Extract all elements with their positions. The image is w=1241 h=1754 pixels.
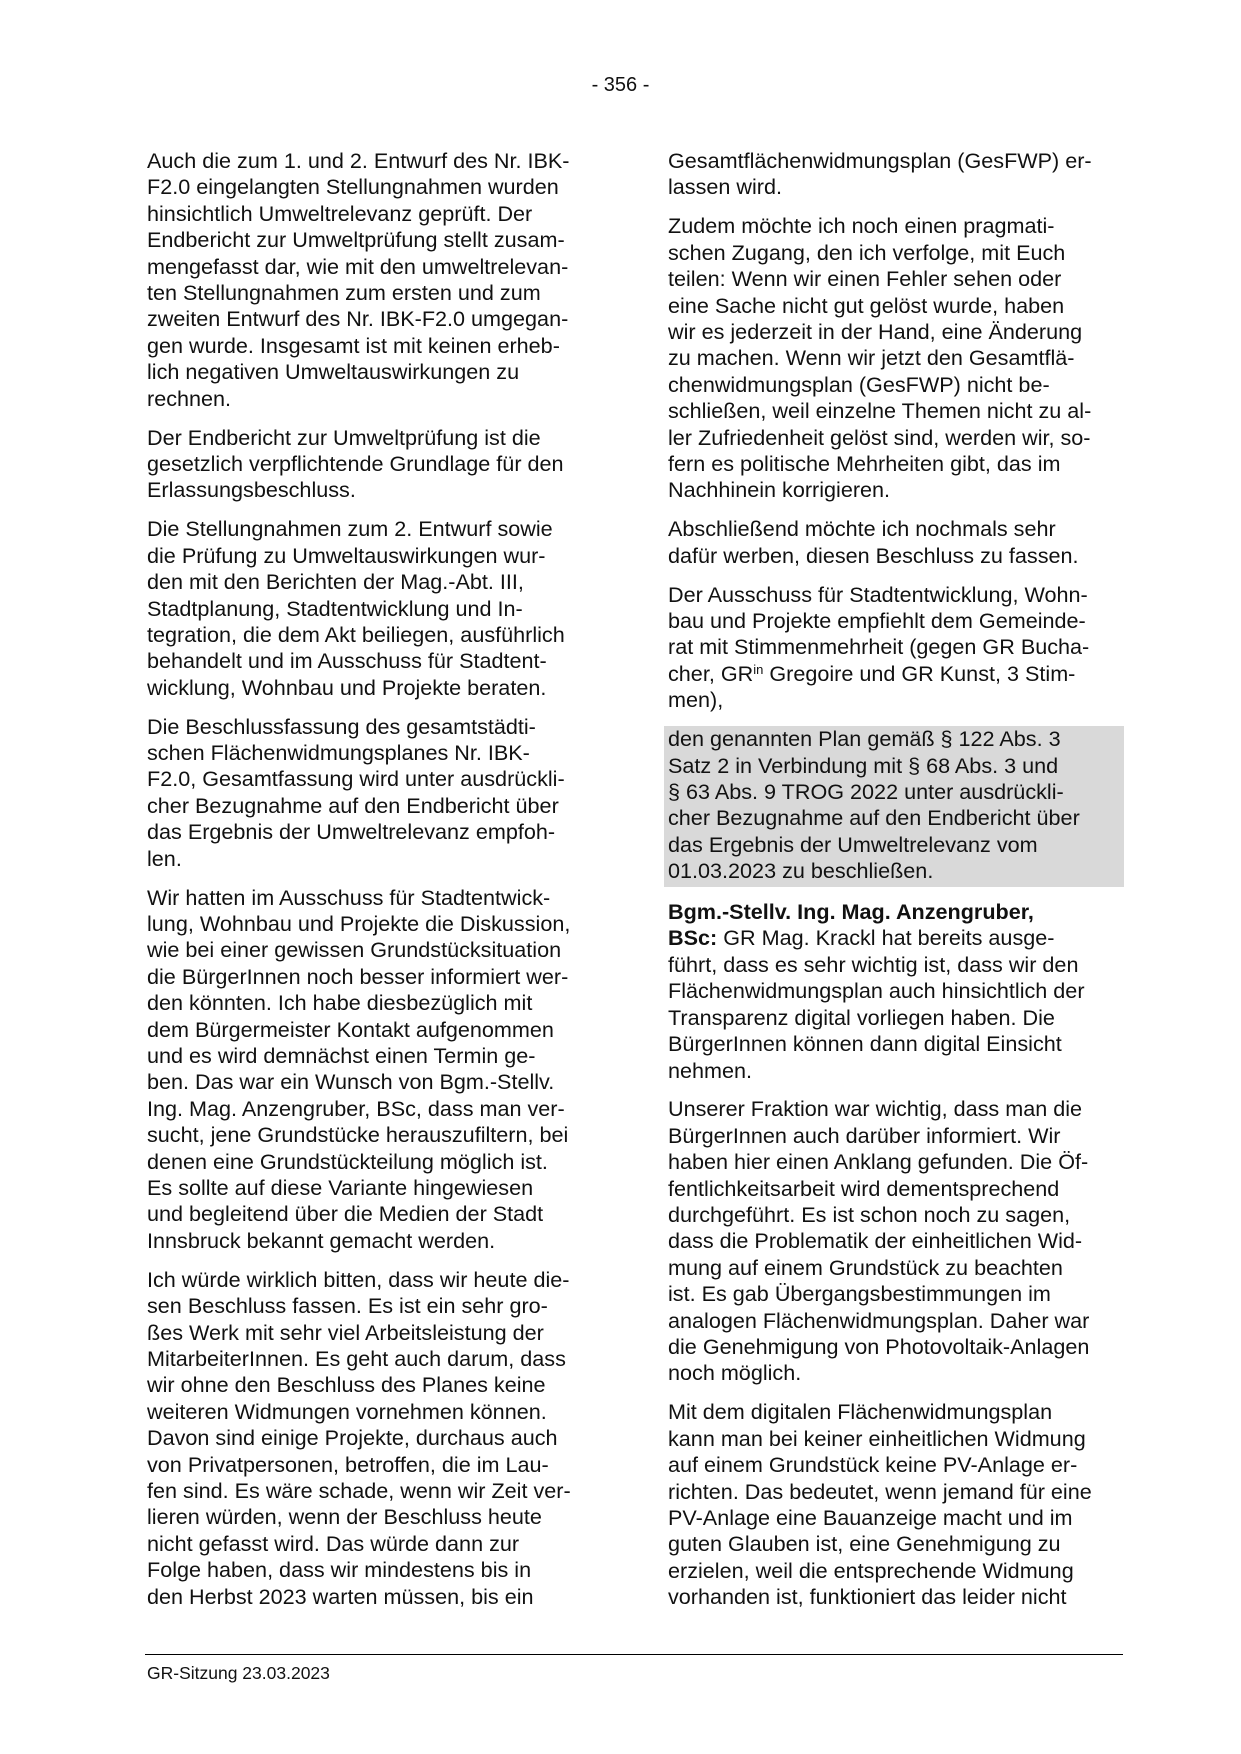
- text-line: Innsbruck bekannt gemacht werden.: [147, 1227, 496, 1253]
- text-line: auf einem Grundstück keine PV-Anlage er-: [668, 1452, 1078, 1478]
- paragraph: [668, 899, 1120, 1084]
- text-line: Flächenwidmungsplan auch hinsichtlich der: [668, 978, 1085, 1004]
- text-line: Folge haben, dass wir mindestens bis in: [147, 1557, 532, 1583]
- text-line: dafür werben, diesen Beschluss zu fassen.: [668, 542, 1079, 568]
- text-line: cher Bezugnahme auf den Endbericht über: [147, 792, 559, 818]
- text-line: chenwidmungsplan (GesFWP) nicht be-: [668, 371, 1050, 397]
- text-line: Endbericht zur Umweltprüfung stellt zusam-: [147, 227, 565, 253]
- text-line: den könnten. Ich habe diesbezüglich mit: [147, 990, 533, 1016]
- text-line: führt, dass es sehr wichtig ist, dass wir den: [668, 951, 1079, 977]
- text-line: fentlichkeitsarbeit wird dementsprechend: [668, 1175, 1060, 1201]
- text-line: bau und Projekte empfiehlt dem Gemeinde-: [668, 608, 1086, 633]
- text-line: teilen: Wenn wir einen Fehler sehen oder: [668, 266, 1062, 292]
- text-line: BürgerInnen auch darüber informiert. Wir: [668, 1122, 1061, 1148]
- text-line: wir ohne den Beschluss des Planes keine: [147, 1372, 546, 1398]
- text-line: fern es politische Mehrheiten gibt, das im: [668, 450, 1061, 476]
- text-line: cher Bezugnahme auf den Endbericht über: [668, 805, 1080, 831]
- text-line: len.: [147, 845, 182, 871]
- speaker-name: BSc:: [668, 925, 718, 951]
- paragraph: [147, 516, 600, 701]
- page-number: - 356 -: [591, 74, 650, 96]
- text-line: zweiten Entwurf des Nr. IBK-F2.0 umgegan-: [147, 306, 569, 332]
- text-line: Abschließend möchte ich nochmals sehr: [668, 516, 1056, 542]
- text-segment: GR Mag. Krackl hat bereits ausge-: [717, 925, 1055, 951]
- text-line: Mit dem digitalen Flächenwidmungsplan: [668, 1399, 1053, 1425]
- paragraph: [668, 1096, 1120, 1386]
- text-line: gesetzlich verpflichtende Grundlage für den: [147, 450, 564, 476]
- text-line: Erlassungsbeschluss.: [147, 477, 356, 503]
- paragraph: [668, 213, 1120, 503]
- text-line: die Prüfung zu Umweltauswirkungen wur-: [147, 542, 546, 568]
- text-line: schen Flächenwidmungsplanes Nr. IBK-: [147, 740, 530, 766]
- text-line: Ich würde wirklich bitten, dass wir heute die-: [147, 1266, 570, 1292]
- paragraph: [147, 148, 600, 412]
- text-line: guten Glauben ist, eine Genehmigung zu: [668, 1531, 1061, 1557]
- text-line: Satz 2 in Verbindung mit § 68 Abs. 3 und: [668, 752, 1059, 778]
- text-line: denen eine Grundstückteilung möglich ist.: [147, 1148, 548, 1174]
- text-line: [668, 899, 1120, 925]
- text-segment: Gregoire und GR Kunst, 3 Stim-: [763, 660, 1076, 686]
- text-line: dass die Problematik der einheitlichen Wid-: [668, 1228, 1083, 1254]
- text-line: Ing. Mag. Anzengruber, BSc, dass man ver-: [147, 1095, 565, 1121]
- text-line: [668, 925, 1120, 951]
- text-line: das Ergebnis der Umweltrelevanz empfoh-: [147, 819, 556, 845]
- text-line: Davon sind einige Projekte, durchaus auch: [147, 1425, 558, 1451]
- text-line: Auch die zum 1. und 2. Entwurf des Nr. IBK-: [147, 148, 570, 173]
- text-line: § 63 Abs. 9 TROG 2022 unter ausdrückli-: [668, 778, 1064, 804]
- text-line: wie bei einer gewissen Grundstücksituation: [147, 937, 562, 963]
- text-line: lung, Wohnbau und Projekte die Diskussion,: [147, 910, 571, 936]
- paragraph: [147, 425, 600, 504]
- text-line: den genannten Plan gemäß § 122 Abs. 3: [668, 726, 1061, 752]
- text-line: hinsichtlich Umweltrelevanz geprüft. Der: [147, 200, 533, 226]
- footer-rule: [145, 1654, 1123, 1655]
- text-line: rat mit Stimmenmehrheit (gegen GR Bucha-: [668, 634, 1090, 660]
- text-line: Stadtplanung, Stadtentwicklung und In-: [147, 595, 523, 621]
- footer-text: GR-Sitzung 23.03.2023: [147, 1663, 330, 1683]
- speaker-name: Bgm.-Stellv. Ing. Mag. Anzengruber,: [668, 899, 1034, 925]
- text-line: und es wird demnächst einen Termin ge-: [147, 1043, 536, 1068]
- text-line: nicht gefasst wird. Das würde dann zur: [147, 1530, 520, 1556]
- text-line: F2.0 eingelangten Stellungnahmen wurden: [147, 174, 559, 200]
- text-line: die Genehmigung von Photovoltaik-Anlagen: [668, 1334, 1090, 1360]
- text-line: zu machen. Wenn wir jetzt den Gesamtflä-: [668, 345, 1075, 371]
- paragraph: [668, 148, 1120, 201]
- text-line: lassen wird.: [668, 174, 783, 200]
- text-line: Transparenz digital vorliegen haben. Die: [668, 1004, 1055, 1030]
- paragraph: [668, 1399, 1120, 1610]
- text-line: schen Zugang, den ich verfolge, mit Euch: [668, 239, 1066, 265]
- left-column: [147, 148, 600, 1623]
- text-line: weiteren Widmungen vornehmen können.: [147, 1398, 547, 1424]
- text-line: durchgeführt. Es ist schon noch zu sagen,: [668, 1202, 1071, 1228]
- text-line: schließen, weil einzelne Themen nicht zu al-: [668, 398, 1092, 424]
- text-line: wir es jederzeit in der Hand, eine Änderung: [668, 318, 1083, 344]
- text-line: lieren würden, wenn der Beschluss heute: [147, 1504, 542, 1530]
- text-line: Unserer Fraktion war wichtig, dass man die: [668, 1096, 1083, 1122]
- text-line: dem Bürgermeister Kontakt aufgenommen: [147, 1016, 554, 1042]
- text-line: BürgerInnen können dann digital Einsicht: [668, 1031, 1062, 1057]
- text-line: ben. Das war ein Wunsch von Bgm.-Stellv.: [147, 1069, 555, 1095]
- text-line: Der Endbericht zur Umweltprüfung ist die: [147, 424, 541, 450]
- text-line: das Ergebnis der Umweltrelevanz vom: [668, 831, 1038, 857]
- text-line: noch möglich.: [668, 1360, 802, 1386]
- text-line: haben hier einen Anklang gefunden. Die Öf-: [668, 1149, 1089, 1175]
- text-line: und begleitend über die Medien der Stadt: [147, 1201, 544, 1227]
- highlighted-resolution: [664, 726, 1124, 886]
- text-line: kann man bei keiner einheitlichen Widmung: [668, 1425, 1086, 1451]
- text-line: mengefasst dar, wie mit den umweltrelevan-: [147, 253, 569, 279]
- paragraph: [147, 885, 600, 1255]
- text-segment: cher, GR: [668, 660, 754, 686]
- text-line: gen wurde. Insgesamt ist mit keinen erheb-: [147, 332, 560, 358]
- text-line: die BürgerInnen noch besser informiert wer-: [147, 963, 569, 989]
- text-line: F2.0, Gesamtfassung wird unter ausdrückli-: [147, 766, 565, 792]
- right-column: [668, 148, 1120, 1623]
- paragraph: [668, 516, 1120, 569]
- text-line: Die Stellungnahmen zum 2. Entwurf sowie: [147, 516, 553, 542]
- text-line: von Privatpersonen, betroffen, die im Lau-: [147, 1451, 549, 1477]
- text-line: ler Zufriedenheit gelöst sind, werden wir, so-: [668, 424, 1091, 450]
- text-line: ßes Werk mit sehr viel Arbeitsleistung der: [147, 1319, 544, 1345]
- paragraph-lines: [668, 952, 1120, 1084]
- text-line: eine Sache nicht gut gelöst wurde, haben: [668, 292, 1065, 318]
- text-line: mung auf einem Grundstück zu beachten: [668, 1254, 1063, 1280]
- text-line: MitarbeiterInnen. Es geht auch darum, dass: [147, 1345, 566, 1371]
- text-line: behandelt und im Ausschuss für Stadtent-: [147, 648, 547, 674]
- text-line: Die Beschlussfassung des gesamtstädti-: [147, 713, 536, 739]
- text-line: PV-Anlage eine Bauanzeige macht und im: [668, 1505, 1073, 1530]
- text-line: richten. Das bedeutet, wenn jemand für eine: [668, 1478, 1092, 1504]
- text-line: Zudem möchte ich noch einen pragmati-: [668, 213, 1055, 239]
- paragraph: [668, 582, 1120, 714]
- text-line: Wir hatten im Ausschuss für Stadtentwick-: [147, 884, 551, 910]
- text-line: Es sollte auf diese Variante hingewiesen: [147, 1175, 534, 1201]
- text-line: [668, 661, 1120, 687]
- text-line: ist. Es gab Übergangsbestimmungen im: [668, 1281, 1051, 1307]
- superscript: in: [753, 661, 764, 677]
- text-line: nehmen.: [668, 1057, 753, 1083]
- text-line: den Herbst 2023 warten müssen, bis ein: [147, 1583, 534, 1609]
- text-line: lich negativen Umweltauswirkungen zu: [147, 359, 520, 385]
- text-line: fen sind. Es wäre schade, wenn wir Zeit ver-: [147, 1478, 571, 1503]
- text-line: wicklung, Wohnbau und Projekte beraten.: [147, 674, 547, 700]
- text-line: vorhanden ist, funktioniert das leider nicht: [668, 1584, 1067, 1610]
- text-line: sucht, jene Grundstücke herauszufiltern, bei: [147, 1122, 569, 1148]
- text-line: tegration, die dem Akt beiliegen, ausführlich: [147, 621, 565, 647]
- text-line: Gesamtflächenwidmungsplan (GesFWP) er-: [668, 148, 1092, 173]
- text-line: ten Stellungnahmen zum ersten und zum: [147, 280, 541, 306]
- text-line: men),: [668, 687, 724, 713]
- text-line: Nachhinein korrigieren.: [668, 477, 891, 503]
- text-line: Der Ausschuss für Stadtentwicklung, Wohn-: [668, 581, 1088, 607]
- text-line: den mit den Berichten der Mag.-Abt. III,: [147, 569, 524, 595]
- text-line: rechnen.: [147, 385, 232, 411]
- text-line: erzielen, weil die entsprechende Widmung: [668, 1557, 1074, 1583]
- text-line: 01.03.2023 zu beschließen.: [668, 858, 934, 884]
- paragraph: [147, 714, 600, 872]
- paragraph: [147, 1267, 600, 1610]
- text-line: sen Beschluss fassen. Es ist ein sehr gro-: [147, 1293, 548, 1319]
- text-line: analogen Flächenwidmungsplan. Daher war: [668, 1307, 1090, 1333]
